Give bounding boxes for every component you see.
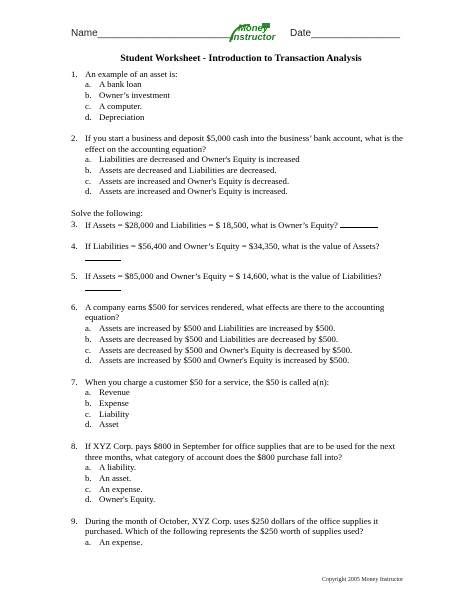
- option-letter: a.: [85, 79, 92, 90]
- answer-option: [71, 345, 411, 356]
- answer-option: [71, 79, 411, 90]
- option-text: Liabilities are decreased and Owner's Equity is increased: [99, 154, 300, 165]
- option-letter: b.: [85, 472, 92, 483]
- answer-option: [71, 176, 411, 187]
- option-letter: d.: [85, 111, 92, 122]
- answer-option: [71, 154, 411, 165]
- question-text: If you start a business and deposit $5,000 cash into the business’ bank account, what is the effect on the accounting equation?: [85, 132, 403, 154]
- option-text: An asset.: [99, 472, 132, 483]
- option-letter: d.: [85, 494, 92, 505]
- question-text: When you charge a customer $50 for a service, the $50 is called a(n):: [85, 376, 330, 387]
- answer-option: [71, 409, 411, 420]
- option-text: Liability: [99, 408, 130, 419]
- option-text: A computer.: [99, 100, 143, 111]
- question-8: [71, 441, 411, 462]
- option-letter: a.: [85, 154, 92, 165]
- option-letter: c.: [85, 100, 92, 111]
- question-4: [71, 241, 411, 261]
- option-letter: b.: [85, 398, 92, 408]
- answer-option: [71, 101, 411, 112]
- option-letter: a.: [85, 462, 92, 473]
- answer-blank[interactable]: [85, 252, 121, 261]
- question-5: [71, 271, 411, 291]
- question-number: 9.: [71, 515, 78, 526]
- answer-blank[interactable]: [340, 219, 378, 228]
- question-number: 6.: [71, 301, 78, 312]
- option-text: Assets are increased and Owner's Equity is increased.: [99, 186, 288, 197]
- question-2: [71, 133, 411, 154]
- option-text: Asset: [99, 419, 119, 430]
- question-text: A company earns $500 for services rendered, what effects are there to the accounting equation?: [85, 301, 385, 323]
- question-number: 1.: [71, 68, 78, 79]
- date-field-label: Date________________: [290, 28, 401, 39]
- question-1: [71, 69, 411, 80]
- logo-text-money: Money: [238, 23, 269, 34]
- worksheet-body: [71, 54, 411, 548]
- option-text: Assets are decreased by $500 and Owner's Equity is decreased by $500.: [99, 344, 353, 355]
- question-7: [71, 377, 411, 388]
- option-text: Expense: [99, 398, 129, 408]
- question-text: An example of an asset is:: [85, 68, 178, 79]
- answer-option: [71, 462, 411, 473]
- option-letter: a.: [85, 323, 92, 334]
- option-text: Owner's Equity.: [99, 494, 156, 505]
- question-number: 4.: [71, 240, 78, 251]
- option-letter: b.: [85, 90, 92, 101]
- question-number: 3.: [71, 218, 78, 229]
- section-intro: Solve the following:: [71, 207, 143, 218]
- option-text: A liability.: [99, 462, 137, 473]
- answer-option: [71, 90, 411, 101]
- question-number: 5.: [71, 271, 78, 282]
- answer-option: [71, 419, 411, 430]
- answer-blank[interactable]: [85, 282, 121, 291]
- answer-option: [71, 387, 411, 398]
- question-text: If XYZ Corp. pays $800 in September for office supplies that are to be used for the next three months, what category of account does the $800 purchase fall into?: [85, 440, 396, 462]
- question-number: 7.: [71, 376, 78, 387]
- option-text: Assets are decreased and Liabilities are decreased.: [99, 165, 277, 176]
- option-text: Assets are increased and Owner's Equity is decreased.: [99, 175, 290, 186]
- option-letter: c.: [85, 175, 92, 186]
- answer-option: [71, 355, 411, 366]
- option-text: Depreciation: [99, 111, 145, 122]
- answer-option: [71, 494, 411, 505]
- money-instructor-logo: [228, 22, 282, 46]
- option-letter: a.: [85, 387, 92, 398]
- logo-text-instructor: Instructor: [231, 32, 276, 43]
- question-number: 8.: [71, 440, 78, 451]
- option-letter: b.: [85, 165, 92, 176]
- option-text: A bank loan: [99, 79, 142, 90]
- option-letter: b.: [85, 333, 92, 344]
- option-letter: d.: [85, 186, 92, 197]
- question-3: [71, 219, 411, 231]
- option-text: An expense.: [99, 483, 143, 494]
- answer-option: [71, 473, 411, 484]
- answer-option: [71, 484, 411, 495]
- question-text: During the month of October, XYZ Corp. uses $250 dollars of the office supplies it purchased. Which of the following represents the $250 worth of supplies used?: [85, 515, 379, 537]
- worksheet-title: Student Worksheet - Introduction to Transaction Analysis: [120, 53, 362, 64]
- option-text: An expense.: [99, 537, 143, 548]
- answer-option: [71, 537, 411, 548]
- option-text: Revenue: [99, 387, 130, 398]
- option-letter: c.: [85, 483, 92, 494]
- question-text: If Assets = $28,000 and Liabilities = $ 18,500, what is Owner’s Equity?: [85, 219, 338, 230]
- option-text: Owner’s investment: [99, 90, 170, 101]
- answer-option: [71, 112, 411, 123]
- answer-option: [71, 323, 411, 334]
- answer-option: [71, 334, 411, 345]
- option-letter: d.: [85, 355, 92, 366]
- answer-option: [71, 186, 411, 197]
- option-text: Assets are decreased by $500 and Liabilities are decreased by $500.: [99, 333, 339, 344]
- question-6: [71, 302, 411, 323]
- question-text: If Assets = $85,000 and Owner’s Equity = $ 14,600, what is the value of Liabilities?: [85, 271, 382, 282]
- option-letter: d.: [85, 419, 92, 430]
- option-text: Assets are increased by $500 and Owner's Equity is increased by $500.: [99, 355, 350, 366]
- name-field-label: Name________________________: [71, 28, 232, 39]
- question-9: [71, 516, 411, 537]
- answer-option: [71, 398, 411, 409]
- option-letter: c.: [85, 344, 92, 355]
- answer-option: [71, 165, 411, 176]
- copyright-notice: Copyright 2005 Money Instructor: [322, 577, 404, 583]
- option-text: Assets are increased by $500 and Liabilities are increased by $500.: [99, 323, 336, 334]
- question-text: If Liabilities = $56,400 and Owner’s Equity = $34,350, what is the value of Assets?: [85, 240, 380, 251]
- question-number: 2.: [71, 132, 78, 143]
- option-letter: a.: [85, 537, 92, 548]
- option-letter: c.: [85, 408, 92, 419]
